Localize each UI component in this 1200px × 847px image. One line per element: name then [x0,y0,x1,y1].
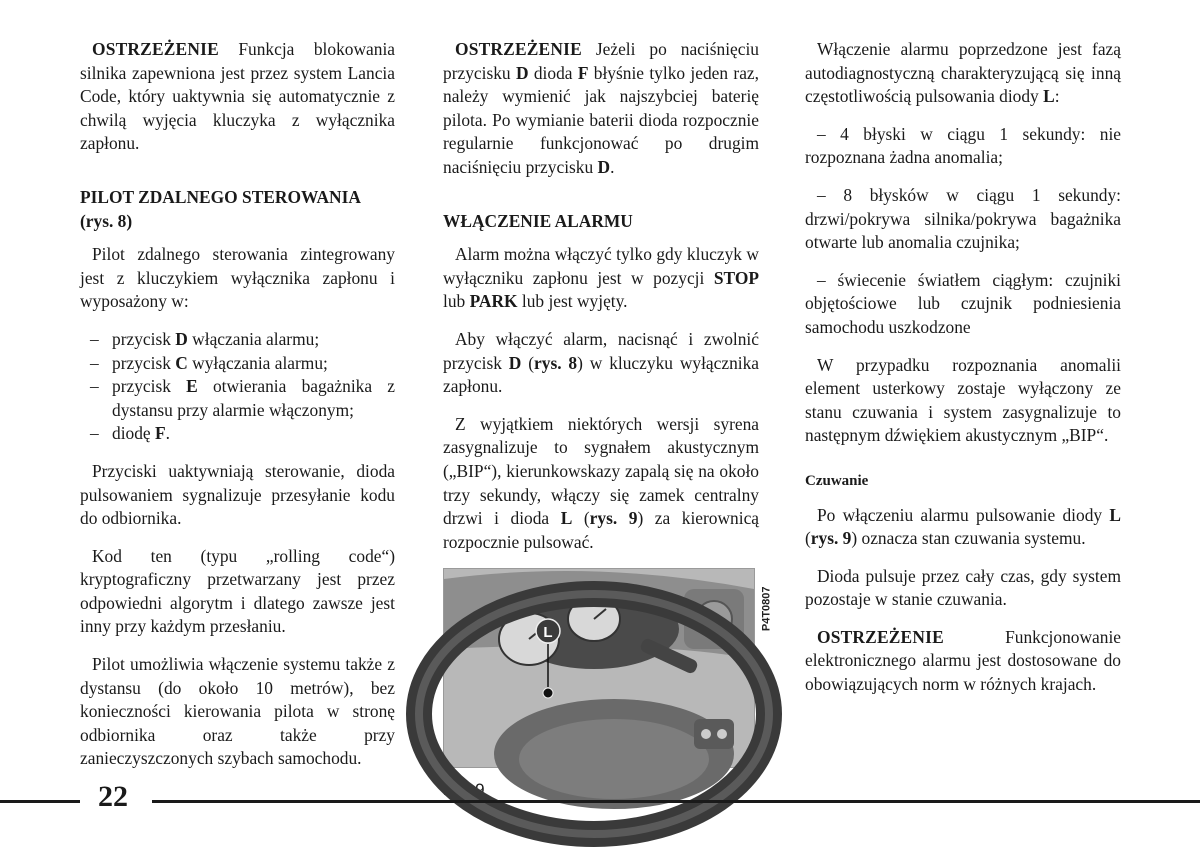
remote-buttons-list [80,328,395,446]
button-key: E [186,376,198,397]
paragraph-alarm-activate: Aby włączyć alarm, nacisnąć i zwolnić przycisk D (rys. 8) w kluczyku wyłącznika zapłonu. [443,328,760,397]
warning-text: Funkcja blokowania silnika zapewniona jest przez system Lancia Code, który uaktywnia się automatycznie z chwilą wyjęcia kluczyka z wyłącznika zapłonu. [80,39,395,154]
button-key: C [175,352,188,373]
button-key: D [175,328,188,349]
warning-label: OSTRZEŻENIE [92,39,219,59]
diode-marker-label: L [543,624,553,642]
diagnostic-item-1: – 4 błyski w ciągu 1 sekundy: nie rozpoznana żadna anomalia; [805,123,1121,168]
paragraph-standby-diode: Po włączeniu alarmu pulsowanie diody L (rys. 9) oznacza stan czuwania systemu. [805,504,1121,549]
warning-paragraph-norms: OSTRZEŻENIE Funkcjonowanie elektronicznego alarmu jest dostosowane do obowiązujących norm w różnych krajach. [805,626,1121,695]
section-heading-alarm-on: WŁĄCZENIE ALARMU [443,210,633,231]
list-item: – przycisk C wyłączania alarmu; [80,352,395,376]
paragraph-alarm-conditions: Alarm można włączyć tylko gdy kluczyk w wyłączniku zapłonu jest w pozycji STOP lub PARK lub jest wyjęty. [443,244,759,312]
warning-label: OSTRZEŻENIE [455,39,582,59]
paragraph-autodiagnostic: Włączenie alarmu poprzedzone jest fazą autodiagnostyczną charakteryzującą się inną częstotliwością pulsowania diody L: [805,39,1121,107]
paragraph-rolling-code: Kod ten (typu „rolling code“) kryptograficzny przetwarzany jest przez odpowiedni algorytm i dlatego zawsze jest inny przy każdym przesłaniu. [80,545,395,637]
page-number: 22 [98,780,128,813]
figure-steering-wheel-photo [443,568,773,768]
paragraph-diode-pulsing: Dioda pulsuje przez cały czas, gdy system pozostaje w stanie czuwania. [805,565,1121,610]
column-3 [805,38,1121,711]
paragraph-range: Pilot umożliwia włączenie systemu także z dystansu (do około 10 metrów), bez konieczności kierowania pilota w stronę odbiornika oraz także przy zanieczyszczonych szybach samochodu. [80,654,395,769]
diagnostic-item-2: – 8 błysków w ciągu 1 sekundy: drzwi/pokrywa silnika/pokrywa bagażnika otwarte lub anomalia czujnika; [805,184,1121,253]
paragraph-buttons-activation: Przyciski uaktywniają sterowanie, dioda pulsowaniem sygnalizuje przesyłanie kodu do odbiornika. [80,460,395,529]
section-heading-remote [80,186,395,233]
heading-text: PILOT ZDALNEGO STEROWANIA [80,186,360,207]
warning-label: OSTRZEŻENIE [817,626,944,647]
footer-rule-left [0,800,80,803]
heading-ref: (rys. 8) [80,210,133,231]
paragraph-alarm-signal: Z wyjątkiem niektórych wersji syrena zasygnalizuje to sygnałem akustycznym („BIP“), kierunkowskazy zapalą się na około trzy sekundy, włączy się zamek centralny drzwi i dioda L (rys. 9) za kierownicą rozpocznie pulsować. [443,413,760,552]
paragraph-anomaly: W przypadku rozpoznania anomalii element usterkowy zostaje wyłączony ze stanu czuwania i system zasygnalizuje to następnym dźwiękiem akustycznym „BIP“. [805,354,1121,446]
figure-code: P4T0807 [760,586,773,632]
list-item: – przycisk D włączania alarmu; [80,328,395,352]
section-heading-standby: Czuwanie [805,472,869,489]
steering-wheel-illustration [444,569,754,767]
column-1 [80,38,395,785]
list-item: – przycisk E otwierania bagażnika z dystansu przy alarmie włączonym; [80,375,395,422]
warning-paragraph-battery: OSTRZEŻENIE Jeżeli po naciśnięciu przycisku D dioda F błyśnie tylko jeden raz, należy wymienić jak najszybciej baterię pilota. Po wymianie baterii dioda rozpocznie regularnie funkcjonować po drugim naciśnięciu przycisku D. [443,39,759,177]
footer-rule-right [152,800,1200,803]
diode-key: F [154,423,166,444]
paragraph-remote-intro: Pilot zdalnego sterowania zintegrowany jest z kluczykiem wyłącznika zapłonu i wyposażony w: [80,244,395,312]
list-item: – diodę F. [80,422,395,446]
warning-paragraph-engine-lock [80,38,395,156]
column-2 [443,38,773,802]
figure-caption: rys. 9 [443,780,485,800]
diagnostic-item-3: – świecenie światłem ciągłym: czujniki objętościowe lub czujnik podniesienia samochodu uszkodzone [805,269,1121,337]
